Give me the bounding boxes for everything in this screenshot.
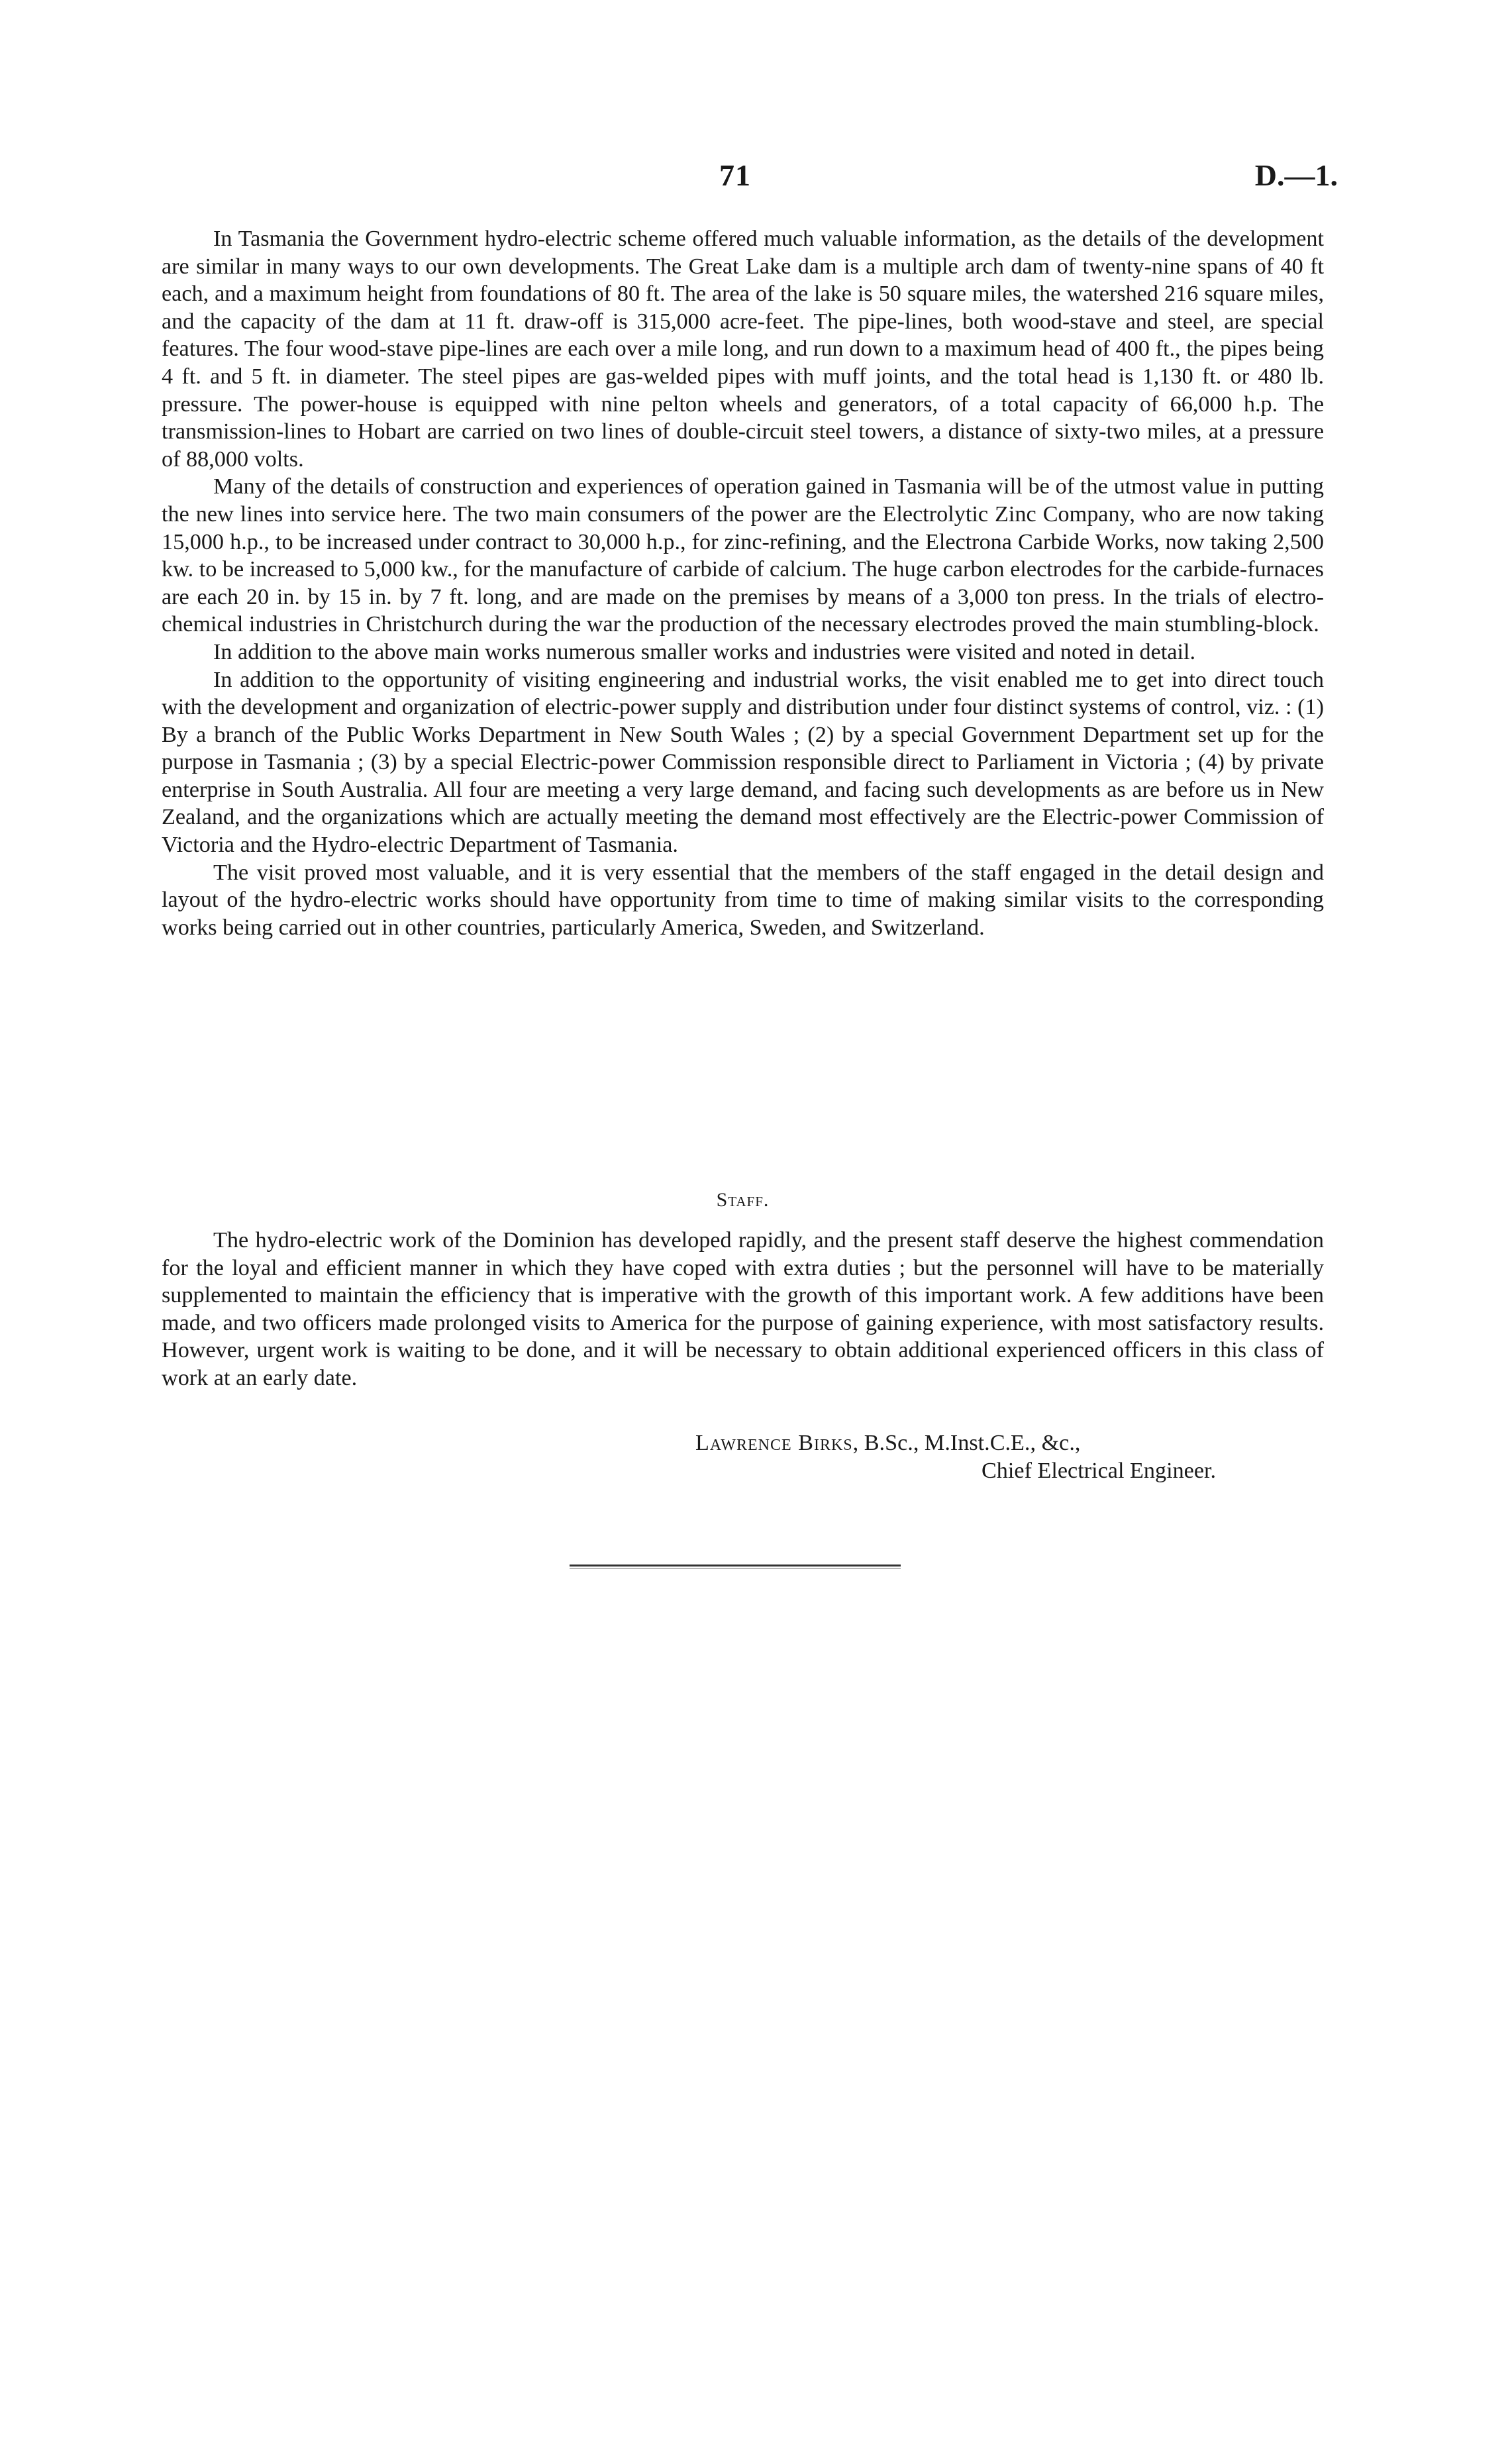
signature-line xyxy=(695,1429,1325,1457)
paragraph-construction-experiences: Many of the details of construction and experiences of operation gained in Tasmania will be of the utmost value in putting the new lines into service here. The two main consumers of the power are the Electrolytic Zinc Company, who are now taking 15,000 h.p., to be increased under contract to 30,000 h.p., for zinc-refining, and the Electrona Carbide Works, now taking 2,500 kw. to be increased to 5,000 kw., for the manufacture of carbide of calcium. The huge carbon electrodes for the carbide-furnaces are each 20 in. by 15 in. by 7 ft. long, and are made on the premises by means of a 3,000 ton press. In the trials of electro-chemical industries in Christchurch during the war the production of the necessary electrodes proved the main stumbling-block. xyxy=(162,474,1324,637)
document-reference: D.—1. xyxy=(1254,158,1338,192)
paragraph-smaller-works: In addition to the above main works numerous smaller works and industries were visited and noted in detail. xyxy=(213,639,1196,664)
signatory-qualifications: , B.Sc., M.Inst.C.E., &c., xyxy=(852,1431,1081,1455)
staff-section-text xyxy=(162,1227,1324,1392)
signatory-title: Chief Electrical Engineer. xyxy=(981,1459,1217,1483)
end-rule-line-thick xyxy=(570,1565,901,1566)
paragraph-systems-of-control: In addition to the opportunity of visiting engineering and industrial works, the visit enabled me to get into direct touch with the development and organization of electric-power supply and distribution under four distinct systems of control, viz. : (1) By a branch of the Public Works Department in New South Wales ; (2) by a special Government Department set up for the purpose in Tasmania ; (3) by a special Electric-power Commission responsible direct to Parliament in Victoria ; (4) by private enterprise in South Australia. All four are meeting a very large demand, and facing such developments as are before us in New Zealand, and the organizations which are actually meeting the demand most effectively are the Electric-power Commission of Victoria and the Hydro-electric Department of Tasmania. xyxy=(162,667,1324,858)
signatory-name: Lawrence Birks xyxy=(695,1431,853,1455)
paragraph-tasmania-scheme: In Tasmania the Government hydro-electric scheme offered much valuable information, as the details of the development are similar in many ways to our own developments. The Great Lake dam is a multiple arch dam of twenty-nine spans of 40 ft each, and a maximum height from foundations of 80 ft. The area of the lake is 50 square miles, the watershed 216 square miles, and the capacity of the dam at 11 ft. draw-off is 315,000 acre-feet. The pipe-lines, both wood-stave and steel, are special features. The four wood-stave pipe-lines are each over a mile long, and run down to a maximum head of 400 ft., the pipes being 4 ft. and 5 ft. in diameter. The steel pipes are gas-welded pipes with muff joints, and the total head is 1,130 ft. or 480 lb. pressure. The power-house is equipped with nine pelton wheels and generators, of a total capacity of 66,000 h.p. The transmission-lines to Hobart are carried on two lines of double-circuit steel towers, a distance of sixty-two miles, at a pressure of 88,000 volts. xyxy=(162,227,1324,472)
section-heading-staff: Staff. xyxy=(716,1189,770,1211)
paragraph-visit-value: The visit proved most valuable, and it is very essential that the members of the staff engaged in the detail design and layout of the hydro-electric works should have opportunity from time to time of making similar visits to the corresponding works being carried out in other countries, particularly America, Sweden, and Switzerland. xyxy=(162,860,1324,940)
page-number: 71 xyxy=(719,158,751,192)
paragraph-staff: The hydro-electric work of the Dominion has developed rapidly, and the present staff deserve the highest commendation for the loyal and efficient manner in which they have coped with extra duties ; but the personnel will have to be materially supplemented to maintain the efficiency that is imperative with the growth of this important work. A few additions have been made, and two officers made prolonged visits to America for the purpose of gaining experience, with most satisfactory results. However, urgent work is waiting to be done, and it will be necessary to obtain additional experienced officers in this class of work at an early date. xyxy=(162,1228,1324,1390)
body-text xyxy=(162,225,1324,941)
signature-block xyxy=(695,1429,1325,1485)
end-rule-divider xyxy=(570,1565,901,1570)
